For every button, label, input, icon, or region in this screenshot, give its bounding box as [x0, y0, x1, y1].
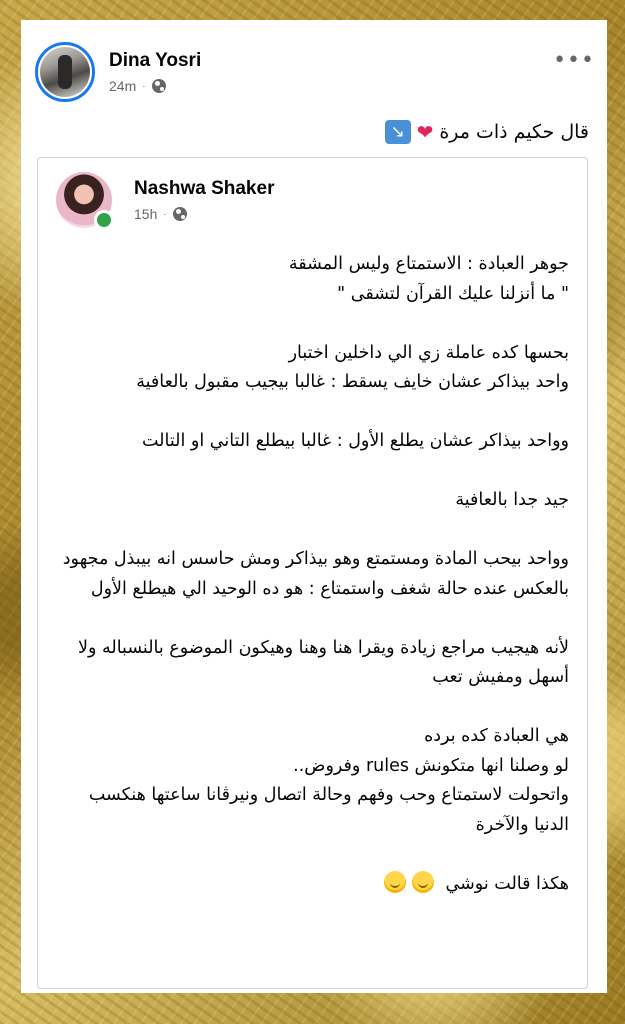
post-time[interactable]: 24m	[109, 78, 137, 94]
arrow-glyph: ↘	[390, 122, 405, 142]
more-icon[interactable]: •••	[553, 48, 595, 73]
post-header	[35, 37, 201, 107]
shared-post-time[interactable]: 15h	[134, 206, 158, 222]
smile-emoji-icon	[384, 871, 406, 893]
closing-text: هكذا قالت نوشي	[445, 873, 569, 894]
meta-separator: ·	[142, 80, 146, 92]
shared-author-name[interactable]: Nashwa Shaker	[134, 178, 275, 199]
paragraph: هي العبادة كده برده لو وصلنا انها متكونش rules وفروض.. واتحولت لاستمتاع وحب وفهم وحالة اتصال ونيرڤانا ساعتها هنكسب الدنيا والآخرة	[88, 726, 569, 835]
paragraph: لأنه هيجيب مراجع زيادة ويقرا هنا وهنا وهيكون الموضوع بالنسباله ولا أسهل ومفيش تعب	[78, 637, 569, 687]
shared-post-body	[59, 250, 569, 929]
author-name[interactable]: Dina Yosri	[109, 50, 202, 71]
caption-text: قال حكيم ذات مرة	[439, 121, 589, 143]
post-card	[21, 20, 607, 993]
author-photo	[40, 47, 90, 97]
paragraph: وواحد بيحب المادة ومستمتع وهو بيذاكر ومش حاسس انه بيبذل مجهود بالعكس عنده حالة شغف واستمتاع : هو ده الوحيد الي هيطلع الأول	[62, 549, 569, 599]
shared-post-meta	[134, 206, 274, 222]
shared-post[interactable]	[37, 157, 588, 989]
paragraph: جوهر العبادة : الاستمتاع وليس المشقة " ما أنزلنا عليك القرآن لتشقى "	[288, 254, 569, 304]
globe-icon[interactable]	[152, 79, 166, 93]
shared-author-avatar[interactable]	[56, 172, 112, 228]
smile-emoji-icon	[412, 871, 434, 893]
post-caption	[385, 120, 589, 144]
online-status-icon	[94, 210, 114, 230]
heart-emoji-icon: ❤	[416, 120, 434, 144]
shared-author-info	[134, 178, 274, 222]
paragraph: وواحد بيذاكر عشان يطلع الأول : غالبا بيطلع التاني او التالت	[142, 431, 569, 451]
meta-separator: ·	[163, 208, 167, 220]
paragraph: بحسها كده عاملة زي الي داخلين اختبار واحد بيذاكر عشان خايف يسقط : غالبا بيجيب مقبول بالعافية	[136, 342, 569, 392]
globe-icon[interactable]	[173, 207, 187, 221]
arrow-emoji-icon	[385, 120, 411, 144]
paragraph: جيد جدا بالعافية	[455, 490, 569, 510]
closing-line	[59, 870, 569, 900]
post-meta	[109, 78, 201, 94]
author-info	[109, 50, 201, 94]
shared-post-header	[56, 172, 274, 228]
author-avatar[interactable]	[35, 42, 95, 102]
